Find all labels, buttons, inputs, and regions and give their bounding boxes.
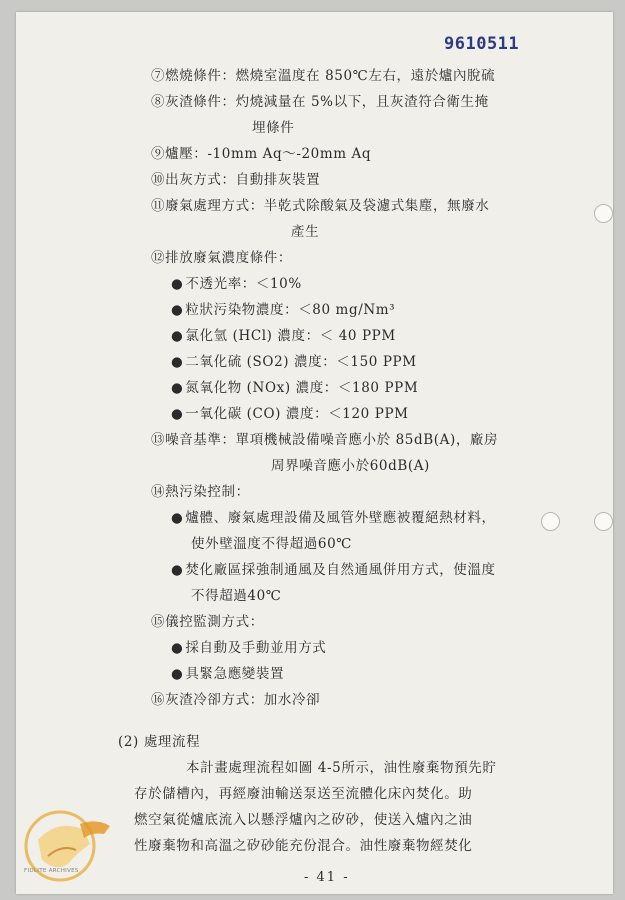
text-line-10: ⑩出灰方式：自動排灰裝置 bbox=[151, 172, 321, 188]
text-line-9: ⑨爐壓：-10mm Aq～-20mm Aq bbox=[151, 146, 372, 162]
bullet-item: ● 氯化氫 (HCl) 濃度：＜ 40 PPM bbox=[171, 328, 396, 344]
bullet-icon: ● bbox=[171, 640, 184, 656]
text-line-16: ⑯灰渣冷卻方式：加水冷卻 bbox=[151, 692, 321, 708]
bullet-item: ● 氮氧化物 (NOx) 濃度：＜180 PPM bbox=[171, 380, 419, 396]
bullet-icon: ● bbox=[171, 510, 184, 526]
text-line-12: ⑫排放廢氣濃度條件： bbox=[151, 250, 292, 266]
bullet-icon: ● bbox=[171, 276, 184, 292]
paragraph-line-4: 性廢棄物和高溫之矽砂能充份混合。油性廢棄物經焚化 bbox=[134, 838, 473, 854]
paragraph-line-3: 燃空氣從爐底流入以懸浮爐內之矽砂，使送入爐內之油 bbox=[134, 812, 473, 828]
bullet-item: ● 一氧化碳 (CO) 濃度：＜120 PPM bbox=[171, 406, 409, 422]
section-heading: (2) 處理流程 bbox=[118, 734, 201, 750]
bullet-icon: ● bbox=[171, 302, 184, 318]
bullet-icon: ● bbox=[171, 666, 184, 682]
paragraph-line-1: 本計畫處理流程如圖 4-5所示，油性廢棄物預先貯 bbox=[186, 760, 497, 776]
text-line-8: ⑧灰渣條件：灼燒減量在 5%以下，且灰渣符合衛生掩 bbox=[151, 94, 489, 110]
bullet-icon: ● bbox=[171, 354, 184, 370]
bullet-item: ● 具緊急應變裝置 bbox=[171, 666, 285, 682]
text-line-14-cont: 使外壁溫度不得超過60℃ bbox=[191, 536, 352, 552]
text-line-14: ⑭熱污染控制： bbox=[151, 484, 250, 500]
text-line-14-cont2: 不得超過40℃ bbox=[191, 588, 282, 604]
text-line-13-cont: 周界噪音應小於60dB(A) bbox=[271, 458, 430, 474]
bullet-icon: ● bbox=[171, 380, 184, 396]
text-line-11-cont: 產生 bbox=[291, 224, 320, 240]
text-line-7: ⑦燃燒條件：燃燒室溫度在 850℃左右，遠於爐內脫硫 bbox=[151, 68, 496, 84]
document-stamp-number: 9610511 bbox=[444, 34, 520, 54]
bullet-item: ● 不透光率：＜10% bbox=[171, 276, 302, 292]
logo-caption: FIDLITE ARCHIVES bbox=[24, 868, 79, 874]
text-line-11: ⑪廢氣處理方式：半乾式除酸氣及袋濾式集塵，無廢水 bbox=[151, 198, 490, 214]
bullet-icon: ● bbox=[171, 406, 184, 422]
bullet-item: ● 採自動及手動並用方式 bbox=[171, 640, 327, 656]
bullet-item: ● 粒狀污染物濃度：＜80 mg/Nm³ bbox=[171, 302, 396, 318]
bullet-item: ● 焚化廠區採強制通風及自然通風併用方式，使溫度 bbox=[171, 562, 496, 578]
binder-hole bbox=[594, 204, 613, 223]
text-line-13: ⑬噪音基準：單項機械設備噪音應小於 85dB(A)，廠房 bbox=[151, 432, 499, 448]
page-number: - 41 - bbox=[304, 870, 350, 885]
document-page bbox=[16, 12, 613, 894]
text-line-8-cont: 埋條件 bbox=[252, 120, 295, 136]
paragraph-line-2: 存於儲槽內，再經廢油輸送泵送至流體化床內焚化。助 bbox=[134, 786, 473, 802]
text-line-15: ⑮儀控監測方式： bbox=[151, 614, 264, 630]
bullet-item: ● 爐體、廢氣處理設備及風管外壁應被覆絕熱材料， bbox=[171, 510, 496, 526]
bullet-icon: ● bbox=[171, 328, 184, 344]
binder-hole bbox=[594, 512, 613, 531]
bullet-icon: ● bbox=[171, 562, 184, 578]
binder-hole bbox=[541, 512, 560, 531]
bullet-item: ● 二氧化硫 (SO2) 濃度：＜150 PPM bbox=[171, 354, 417, 370]
